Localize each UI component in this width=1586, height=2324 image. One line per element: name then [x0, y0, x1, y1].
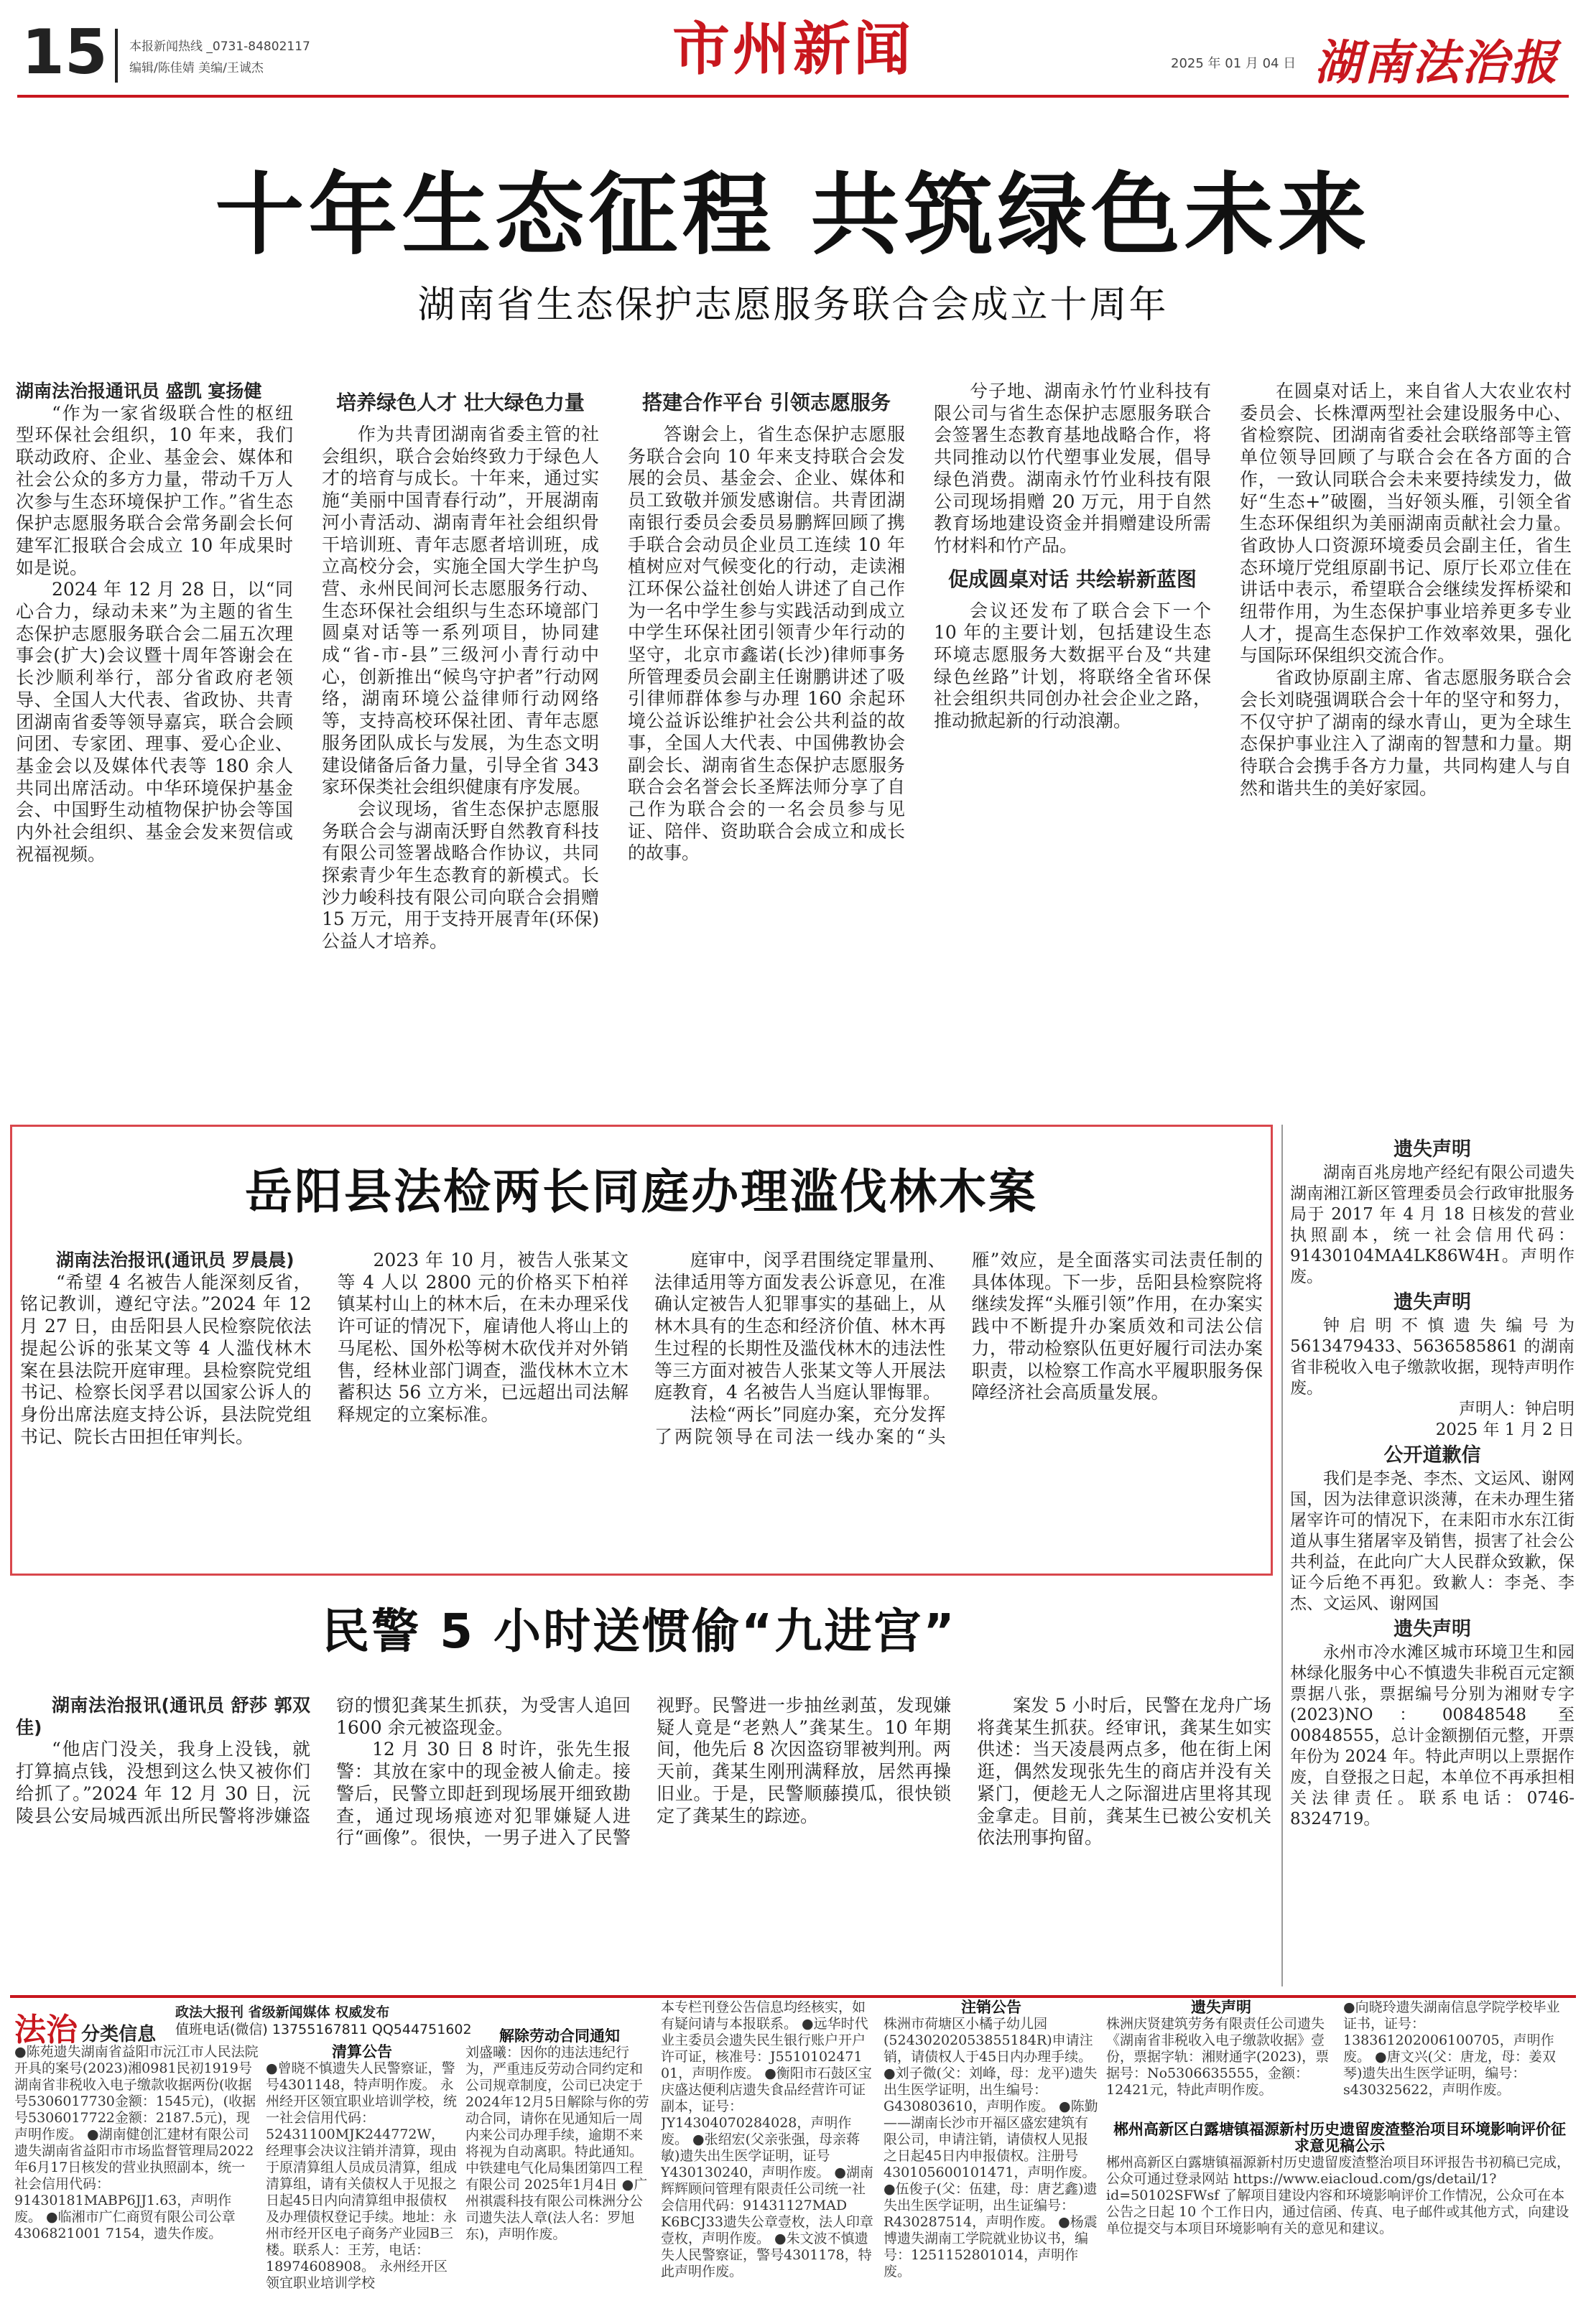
classifieds-slogan-text: 政法大报刊 省级新闻媒体 权威发布 — [175, 2004, 390, 2020]
article1-paragraph: 会议还发布了联合会下一个 10 年的主要计划，包括建设生态环境志愿服务大数据平台及“共建绿色丝路”计划，将联络全省环保社会组织共同创办社会企业之路，推动掀起新的行动浪潮。 — [934, 600, 1211, 732]
notice-title: 遗失声明 — [1393, 1618, 1471, 1640]
main-subheadline: 湖南省生态保护志愿服务联合会成立十周年 — [417, 284, 1169, 327]
classified-block — [1106, 1999, 1336, 2114]
article2-paragraph: 法检“两长”同庭办案，充分发挥了两院领导在司法一线办案的“头雁”效应，是全面落实司法责任制的具体体现。下一步，岳阳县检察院将继续发挥“头雁引领”作用，在办案实践中不断提升办案质效和司法公信力，带动检察队伍更好履行司法办案职责，以检察工作高水平履职服务保障经济社会高质量发展。 — [654, 1250, 1263, 1447]
notice-text: 湖南百兆房地产经纪有限公司遗失湖南湘江新区管理委员会行政审批服务局于 2017 年 4 月 18 日核发的营业执照副本，统一社会信用代码：91430104MA4LK86W4H。声明作废。 — [1290, 1163, 1575, 1286]
newspaper-logo: 湖南法治报 — [1314, 34, 1559, 90]
classifieds-label: 分类信息 — [81, 2024, 157, 2045]
article1-column-3 — [628, 381, 905, 1120]
article3-body — [16, 1695, 1271, 1989]
classified-text: 刘盛曦：因你的违法违纪行为，严重违反劳动合同约定和公司规章制度，公司已决定于2024年12月5日解除与你的劳动合同，请你在见通知后一周内来公司办理手续，逾期不来将视为自动离职。特此通知。中铁建电气化局集团第四工程有限公司 2025年1月4日 ●广州祺震科技有限公司株洲分公司遗失法人章(法人名：罗旭东)，声明作废。 — [465, 2045, 649, 2242]
classified-title: 遗失声明 — [1191, 1999, 1251, 2016]
article1-column-4 — [934, 381, 1211, 1120]
article1-paragraph: 答谢会上，省生态保护志愿服务联合会向 10 年来支持联合会发展的会员、基金会、企业、媒体和员工致敬并颁发感谢信。共青团湖南银行委员会委员易鹏辉回顾了携手联合会动员企业员工连续 10 年植树应对气候变化的行动，走读湘江环保公益社创始人讲述了自己作为一名中学生参与实践活动到成立中学生环保社团引领青少年行动的坚守，北京市鑫诺(长沙)律师事务所管理委员会副主任谢鹏讲述了吸引律师群体参与办理 160 余起环境公益诉讼维护社会公共利益的故事，全国人大代表、中国佛教协会副会长、湖南省生态保护志愿服务联合会名誉会长圣辉法师分享了自己作为联合会的一名会员参与见证、陪伴、资助联合会成立和成长的故事。 — [628, 424, 905, 864]
news-hotline: 本报新闻热线 _0731-84802117 — [129, 39, 310, 54]
classified-text: 郴州高新区白露塘镇福源新村历史遗留废渣整治项目环评报告书初稿已完成，公众可通过登录网站 https://www.eiacloud.com/gs/detail/1?id=50102SFWsf 了解项目建设内容和环境影响评价工作情况，公众可在本公告之日起 10 个工作日内，通过信函、传真、电子邮件或其他方式，向建设单位提交与本项目环境影响有关的意见和建议。 — [1106, 2155, 1571, 2236]
notice-text: 我们是李尧、李杰、文运风、谢网国，因为法律意识淡薄，在未办理生猪屠宰许可的情况下，在耒阳市水东江街道从事生猪屠宰及销售，损害了社会公共利益，在此向广大人民群众致歉，保证今后绝不再犯。致歉人：李尧、李杰、文运风、谢网国 — [1290, 1469, 1575, 1613]
article3-headline: 民警 5 小时送惯偷“九进宫” — [322, 1604, 957, 1659]
article1-paragraph: 会议现场，省生态保护志愿服务联合会与湖南沃野自然教育科技有限公司签署战略合作协议，共同探索青少年生态教育的新模式。长沙力峻科技有限公司向联合会捐赠 15 万元，用于支持开展青年(环保)公益人才培养。 — [322, 798, 599, 952]
article1-paragraph: “作为一家省级联合性的枢纽型环保社会组织，10 年来，我们联动政府、企业、基金会、媒体和社会公众的多方力量，带动千万人次参与生态环境保护工作。”省生态保护志愿服务联合会常务副会长何建军汇报联合会成立 10 年成果时如是说。 — [16, 402, 293, 578]
notice-title: 公开道歉信 — [1383, 1444, 1481, 1467]
classifieds-phone: 值班电话(微信) 13755167811 QQ544751602 — [175, 2022, 472, 2037]
header-rule — [17, 95, 1569, 98]
issue-date: 2025 年 01 月 04 日 — [1171, 56, 1297, 71]
classified-block — [465, 2028, 654, 2307]
notice-title: 遗失声明 — [1393, 1138, 1471, 1161]
notices-column — [1290, 1135, 1575, 1989]
classified-block — [266, 2044, 458, 2307]
article1-paragraph: 2024 年 12 月 28 日，以“同心合力，绿动未来”为主题的省生态保护志愿服务联合会二届五次理事会(扩大)会议暨十周年答谢会在长沙顺利举行，部分省政府老领导、全国人大代表、省政协、共青团湖南省委等领导嘉宾，联合会顾问团、专家团、理事、爱心企业、基金会以及媒体代表等 180 余人共同出席活动。中华环境保护基金会、中国野生动植物保护协会等国内外社会组织、基金会发来贺信或祝福视频。 — [16, 579, 293, 865]
classified-title: 注销公告 — [961, 1999, 1021, 2016]
article1-paragraph: 兮子地、湖南永竹竹业科技有限公司与省生态保护志愿服务联合会签署生态教育基地战略合作，将共同推动以竹代塑事业发展，倡导绿色消费。湖南永竹竹业科技有限公司现场捐赠 20 万元，用于自然教育场地建设资金并捐赠建设所需竹材料和竹产品。 — [934, 381, 1211, 556]
main-headline: 十年生态征程 共筑绿色未来 — [215, 164, 1371, 267]
classifieds-brand: 法治 — [14, 2012, 78, 2048]
article2-byline: 湖南法治报讯(通讯员 罗晨晨) — [56, 1250, 295, 1270]
notice-title: 遗失声明 — [1393, 1291, 1471, 1314]
article3-paragraph: 12 月 30 日 8 时许，张先生报警：其放在家中的现金被人偷走。接警后，民警立即赶到现场展开细致勘查，通过现场痕迹对犯罪嫌疑人进行“画像”。很快，一男子进入了民警视野。民警进一步抽丝剥茧，发现嫌疑人竟是“老熟人”龚某生。10 年期间，他先后 8 次因盗窃罪被判刑。两天前，龚某生刚刑满释放，居然再操旧业。于是，民警顺藤摸瓜，很快锁定了龚某生的踪迹。 — [336, 1695, 951, 1849]
article2-body — [20, 1250, 1263, 1566]
article1-subheading: 促成圆桌对话 共绘崭新蓝图 — [948, 567, 1197, 591]
classified-block — [884, 1999, 1099, 2307]
classifieds-slogan — [175, 2004, 506, 2038]
classified-text: 株洲庆贤建筑劳务有限责任公司遗失《湖南省非税收入电子缴款收据》壹份，票据字轨：湘财通字(2023)，票据号：No5306635555，金额：12421元，特此声明作废。 — [1106, 2016, 1330, 2098]
article3-paragraph: “他店门没关，我身上没钱，就打算搞点钱，没想到这么快又被你们给抓了。”2024 年 12 月 30 日，沅陵县公安局城西派出所民警将涉嫌盗窃的惯犯龚某生抓获，为受害人追回 1600 余元被盗现金。 — [16, 1695, 631, 1826]
classified-text: ●曾晓不慎遗失人民警察证，警号4301148，特声明作废。 永州经开区领宜职业培训学校，统一社会信用代码：52431100MJK244772W，经理事会决议注销并清算，现由于原清算组人员成员清算，组成清算组，请有关债权人于见报之日起45日内向清算组申报债权及办理债权登记手续。地址：永州市经开区电子商务产业园B三楼。联系人：王芳，电话：18974608908。 永州经开区领宜职业培训学校 — [266, 2060, 458, 2291]
classified-text: ●向晓玲遗失湖南信息学院学校毕业证书，证号：138361202006100705，声明作废。 ●唐文兴(父：唐龙，母：姜双琴)遗失出生医学证明，编号：s430325622，声明作废。 — [1343, 1999, 1560, 2098]
article1-paragraph: 作为共青团湖南省委主管的社会组织，联合会始终致力于绿色人才的培育与成长。十年来，通过实施“美丽中国青春行动”，开展湖南河小青活动、湖南青年社会组织骨干培训班、青年志愿者培训班，成立高校分会，实施全国大学生护鸟营、永州民间河长志愿服务行动、生态环保社会组织与生态环境部门圆桌对话等一系列项目，协同建成“省-市-县”三级河小青行动中心，创新推出“候鸟守护者”行动网络，湖南环境公益律师行动网络等，支持高校环保社团、青年志愿服务团队成长与发展，为生态文明建设储备后备力量，引导全省 343 家环保类社会组织健康有序发展。 — [322, 424, 599, 798]
classified-text: ●陈苑遗失湖南省益阳市沅江市人民法院开具的案号(2023)湘0981民初1919号湖南省非税收入电子缴款收据两份(收据号5306017730金额：1545元)，(收据号5306017722金额：2187.5元)，现声明作废。 ●湖南健创汇建材有限公司遗失湖南省益阳市市场监督管理局2022年6月17日核发的营业执照副本，统一社会信用代码：91430181MABP6JJ1.63，声明作废。 ●临湘市广仁商贸有限公司公章4306821001 7154，遗失作废。 — [14, 2044, 259, 2241]
page-number: 15 — [22, 17, 108, 88]
section-title: 市州新闻 — [672, 15, 914, 83]
article2-paragraph: “希望 4 名被告人能深刻反省，铭记教训，遵纪守法。”2024 年 12 月 27 日，由岳阳县人民检察院依法提起公诉的张某文等 4 人滥伐林木案在县法院开庭审理。县检察院党组书记、检察长闵孚君以国家公诉人的身份出席法庭支持公诉，县法院党组书记、院长古田担任审判长。 — [20, 1271, 312, 1447]
article1-subheading: 培养绿色人才 壮大绿色力量 — [336, 391, 585, 414]
article1-paragraph: 省政协原副主席、省志愿服务联合会会长刘晓强调联合会十年的坚守和努力，不仅守护了湖南的绿水青山，更为全球生态保护事业注入了湖南的智慧和力量。期待联合会携手各方力量，共同构建人与自然和谐共生的美好家园。 — [1240, 667, 1572, 799]
article3-byline: 湖南法治报讯(通讯员 舒莎 郭双佳) — [16, 1695, 310, 1738]
classified-text: 株洲市荷塘区小橘子幼儿园(52430202053855184R)申请注销，请债权人于45日内办理手续。 ●刘子微(父：刘峰，母：龙平)遗失出生医学证明，出生编号：G430803610，声明作废。 ●陈勤——湖南长沙市开福区盛宏建筑有限公司，申请注销，请债权人见报之日起45日内申报债权。注册号430105600101471，声明作废。 ●伍俊子(父：伍建，母：唐艺鑫)遗失出生医学证明，出生证编号：R430287514，声明作废。 ●杨震博遗失湖南工学院就业协议书，编号：1251152801014，声明作废。 — [884, 2016, 1098, 2279]
article1-column-1 — [16, 381, 293, 1120]
article1-byline: 湖南法治报通讯员 盛凯 宴扬健 — [16, 381, 262, 401]
notice-text: 钟启明不慎遗失编号为 5613479433、5636585861 的湖南省非税收入电子缴款收据，现特声明作废。 — [1290, 1316, 1575, 1398]
classified-title: 解除劳动合同通知 — [499, 2028, 620, 2045]
notice-text: 永州市冷水滩区城市环境卫生和园林绿化服务中心不慎遗失非税百元定额票据八张，票据编号分别为湘财专字(2023)NO：00848548 至 00848555，总计金额捌佰元整，开票年份为 2024 年。特此声明以上票据作废，自登报之日起，本单位不再承担相关法律责任。联系电话：0746-8324719。 — [1290, 1643, 1575, 1828]
classified-title: 清算公告 — [332, 2044, 392, 2060]
notice-signature: 声明人：钟启明 — [1459, 1400, 1575, 1418]
classified-block — [14, 2044, 259, 2307]
classified-block — [661, 1999, 876, 2307]
article1-paragraph: 在圆桌对话上，来自省人大农业农村委员会、长株潭两型社会建设服务中心、省检察院、团湖南省委社会联络部等主管单位领导回顾了与联合会在各方面的合作，一致认同联合会未来要持续发力，做好“生态+”破圈，当好领头雁，引领全省生态环保组织为美丽湖南贡献社会力量。省政协人口资源环境委员会副主任，省生态环境厅党组原副书记、原厅长邓立佳在讲话中表示，希望联合会继续发挥桥梁和纽带作用，为生态保护事业培养更多专业人才，提高生态保护工作效率效果，强化与国际环保组织交流合作。 — [1240, 381, 1572, 666]
classified-text: 本专栏刊登公告信息均经核实，如有疑问请与本报联系。 ●远华时代业主委员会遗失民生银行账户开户许可证，核准号：J5510102471 01，声明作废。 ●衡阳市石鼓区宝庆盛达便利店遗失食品经营许可证副本，证号：JY14304070284028，声明作废。 ●张绍宏(父亲张强，母亲蒋敏)遗失出生医学证明，证号Y430130240，声明作废。 ●湖南辉辉顾问管理有限责任公司统一社会信用代码：91431127MAD K6BCJ33遗失公章壹枚，法人印章壹枚，声明作废。 ●朱文波不慎遗失人民警察证，警号4301178，特此声明作废。 — [661, 1999, 873, 2279]
article2-paragraph: 2023 年 10 月，被告人张某文等 4 人以 2800 元的价格买下柏祥镇某村山上的林木后，在未办理采伐许可证的情况下，雇请他人将山上的马尾松、国外松等树木砍伐并对外销售，经林业部门调查，滥伐林木立木蓄积达 56 立方米，已远超出司法解释规定的立案标准。 — [337, 1250, 629, 1425]
article3-paragraph: 案发 5 小时后，民警在龙舟广场将龚某生抓获。经审讯，龚某生如实供述：当天凌晨两点多，他在街上闲逛，偶然发现张先生的商店并没有关紧门，便趁无人之际溜进店里将其现金拿走。目前，龚某生已被公安机关依法刑事拘留。 — [977, 1695, 1271, 1849]
article2-headline: 岳阳县法检两长同庭办理滥伐林木案 — [245, 1164, 1038, 1219]
notice-divider — [1281, 1125, 1283, 1986]
article1-subheading: 搭建合作平台 引领志愿服务 — [642, 391, 891, 414]
notice-date: 2025 年 1 月 2 日 — [1435, 1421, 1575, 1439]
classified-block — [1106, 2121, 1573, 2307]
article2-paragraph: 庭审中，闵孚君围绕定罪量刑、法律适用等方面发表公诉意见，在准确认定被告人犯罪事实的基础上，从林木具有的生态和经济价值、林木再生过程的长期性及滥伐林木的违法性等三方面对被告人张某文等人开展法庭教育，4 名被告人当庭认罪悔罪。 — [654, 1250, 946, 1403]
article1-column-5 — [1240, 381, 1572, 1120]
editors: 编辑/陈佳婧 美编/王诚杰 — [129, 61, 264, 75]
classified-title: 郴州高新区白露塘镇福源新村历史遗留废渣整治项目环境影响评价征求意见稿公示 — [1113, 2121, 1566, 2155]
article1-column-2 — [322, 381, 599, 1120]
classified-block — [1343, 1999, 1573, 2114]
